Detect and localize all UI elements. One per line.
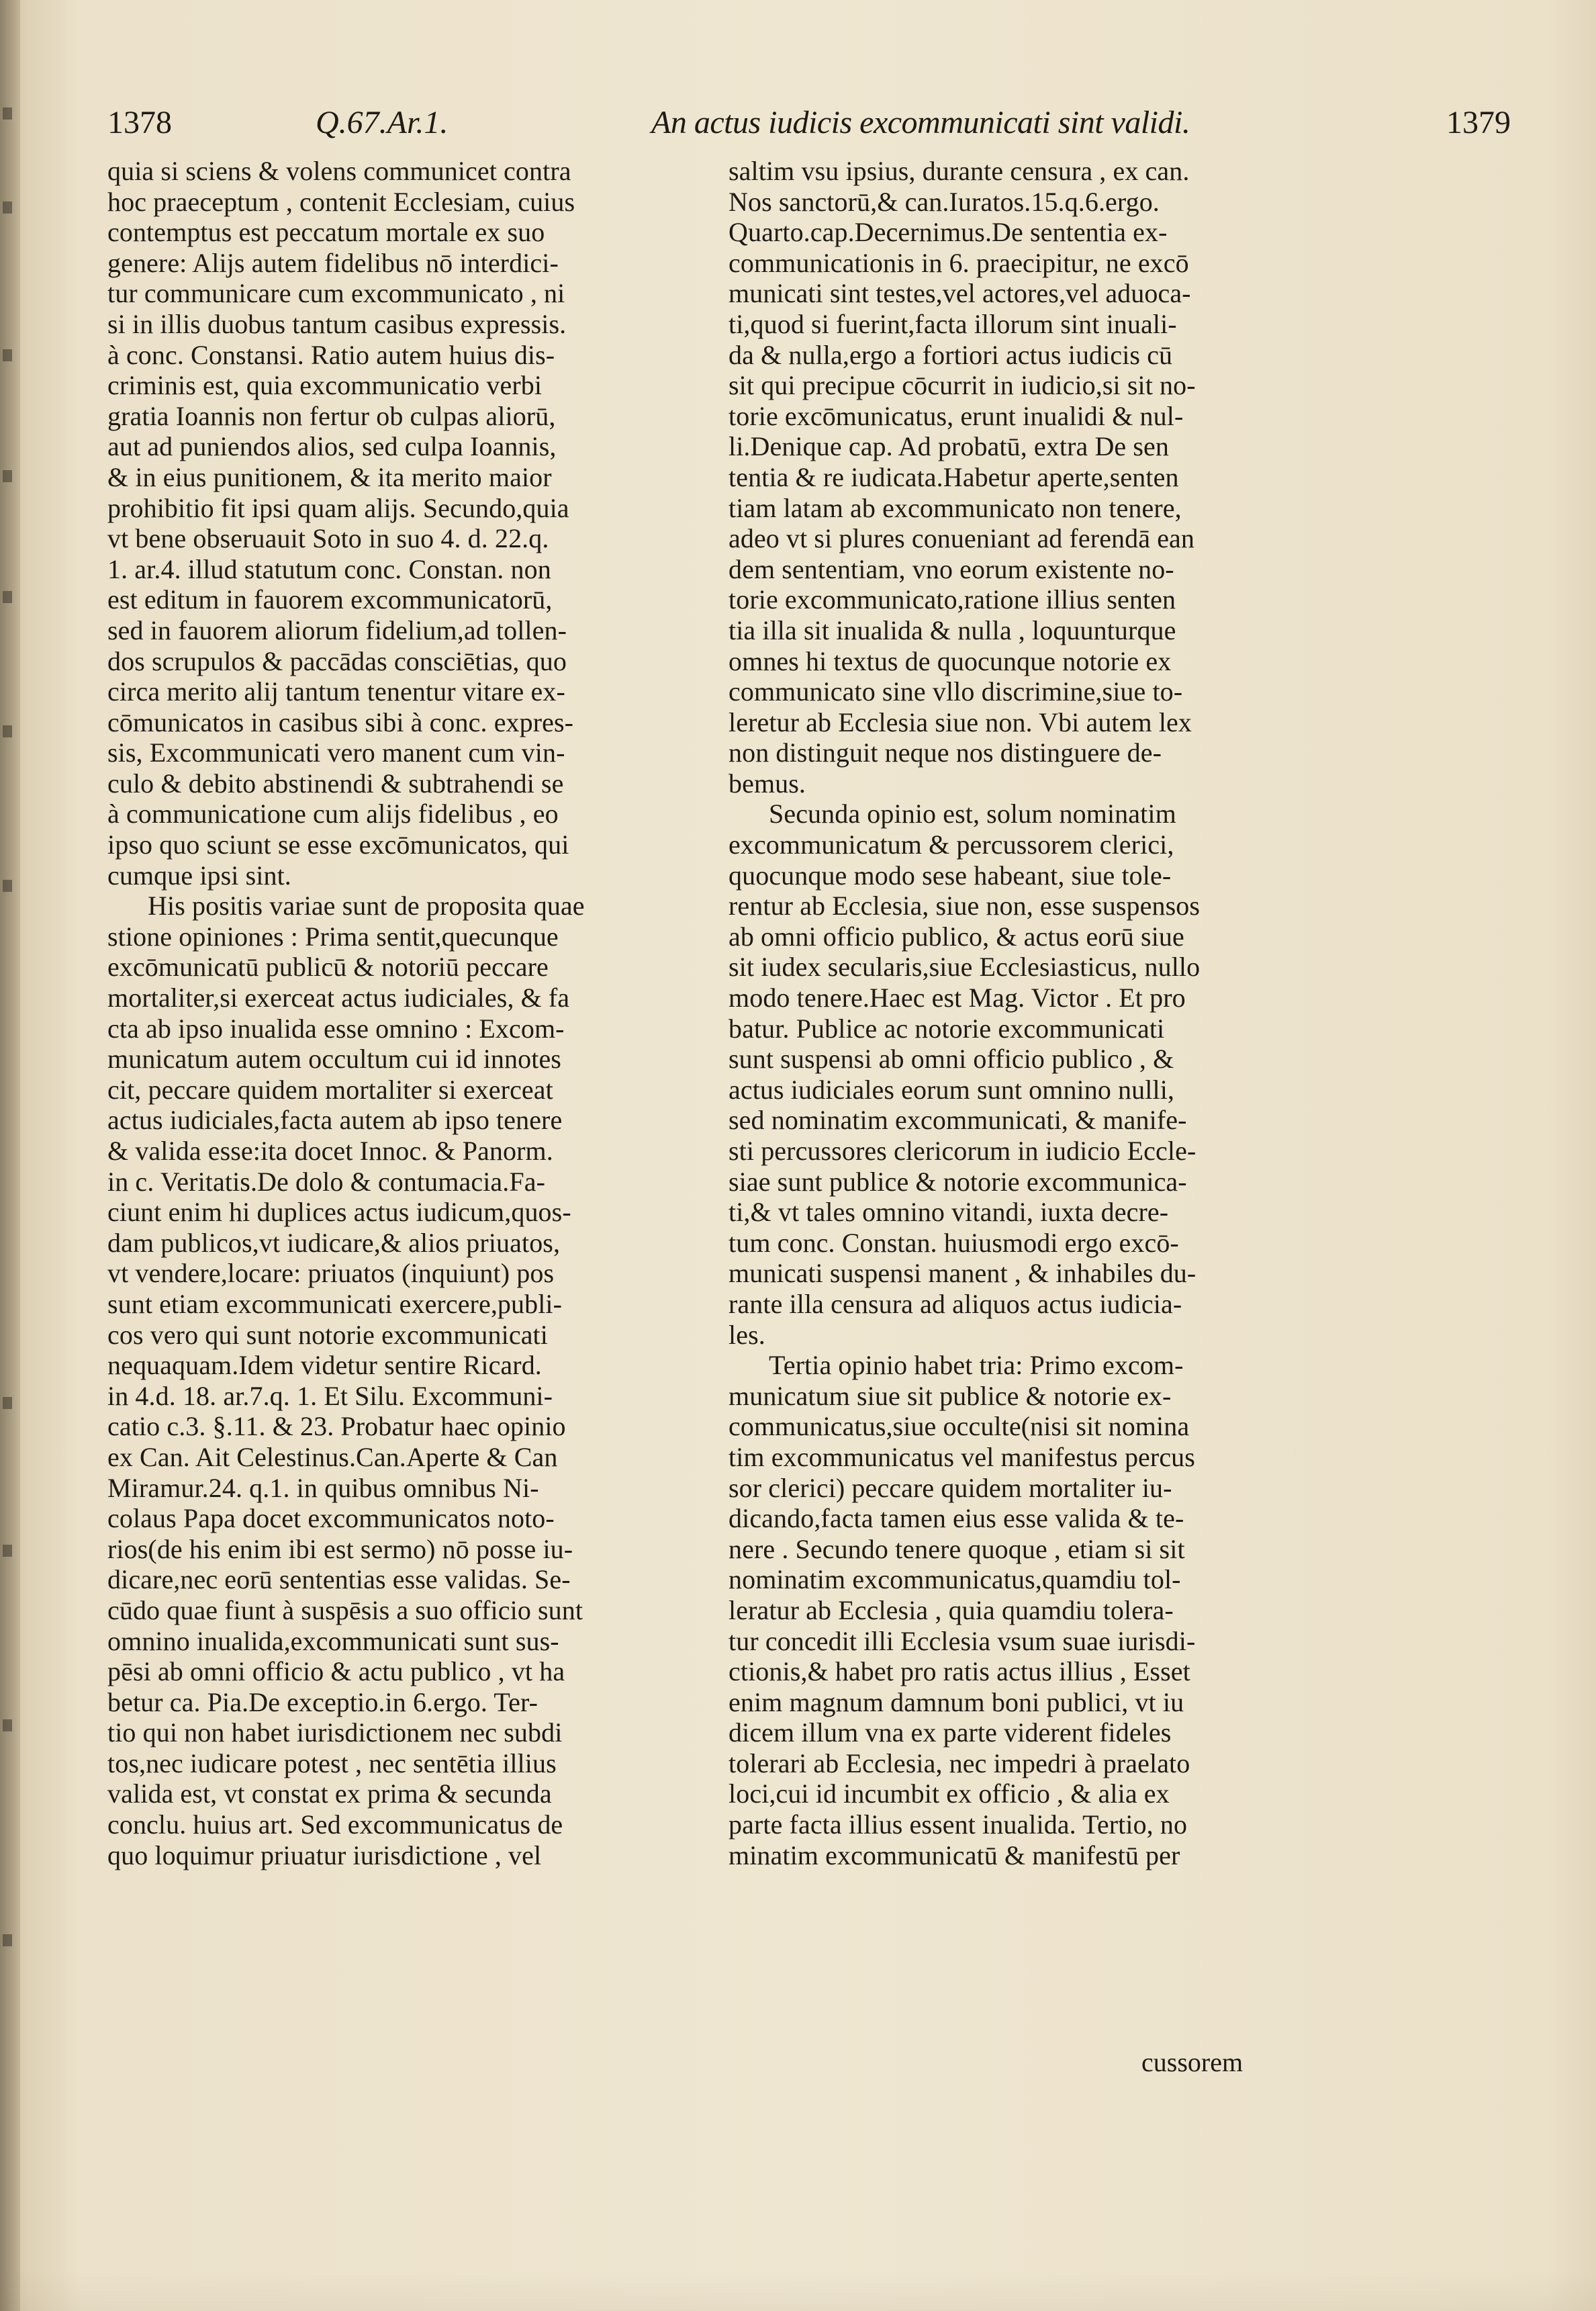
text-line: Tertia opinio habet tria: Primo excom- bbox=[769, 1350, 1184, 1381]
text-line: sunt etiam excommunicati exercere,publi- bbox=[107, 1288, 563, 1319]
text-line: hoc praeceptum , contenit Ecclesiam, cuius bbox=[107, 186, 575, 217]
text-line: ti,& vt tales omnino vitandi, iuxta decre- bbox=[729, 1197, 1169, 1228]
right-text-column bbox=[729, 156, 1306, 1870]
catchword: cussorem bbox=[1141, 2047, 1243, 2077]
text-line: leretur ab Ecclesia siue non. Vbi autem lex bbox=[729, 707, 1192, 737]
text-line: ciunt enim hi duplices actus iudicum,quos- bbox=[107, 1197, 571, 1228]
text-line: ti,quod si fuerint,facta illorum sint inuali- bbox=[729, 308, 1177, 339]
text-line: His positis variae sunt de proposita quae bbox=[148, 891, 585, 921]
text-line: tum conc. Constan. huiusmodi ergo excō- bbox=[729, 1227, 1179, 1258]
running-head-left: Q.67.Ar.1. bbox=[316, 105, 449, 140]
text-line: tur concedit illi Ecclesia vsum suae iurisdi- bbox=[729, 1625, 1196, 1656]
text-line: culo & debito abstinendi & subtrahendi se bbox=[107, 768, 564, 799]
text-line: cta ab ipso inualida esse omnino : Excom- bbox=[107, 1013, 565, 1044]
text-line: loci,cui id incumbit ex officio , & alia ex bbox=[729, 1778, 1170, 1809]
text-line: tiam latam ab excommunicato non tenere, bbox=[729, 492, 1182, 523]
text-line: dos scrupulos & paccādas consciētias, quo bbox=[107, 645, 567, 676]
text-line: aut ad puniendos alios, sed culpa Ioannis, bbox=[107, 431, 557, 462]
text-line: sit iudex secularis,siue Ecclesiasticus, nullo bbox=[729, 952, 1201, 983]
text-line: torie excommunicato,ratione illius senten bbox=[729, 584, 1176, 615]
text-line: torie excōmunicatus, erunt inualidi & nul- bbox=[729, 400, 1184, 431]
text-line: non distinguit neque nos distinguere de- bbox=[729, 737, 1162, 768]
text-line: cumque ipsi sint. bbox=[107, 860, 291, 891]
page-header bbox=[107, 99, 1511, 146]
text-line: adeo vt si plures conueniant ad ferendā ean bbox=[729, 523, 1195, 554]
text-line: communicatus,siue occulte(nisi sit nomina bbox=[729, 1411, 1190, 1442]
text-line: modo tenere.Haec est Mag. Victor . Et pro bbox=[729, 983, 1186, 1013]
text-line: Nos sanctorū,& can.Iuratos.15.q.6.ergo. bbox=[729, 186, 1160, 217]
text-line: circa merito alij tantum tenentur vitare ex- bbox=[107, 676, 565, 707]
text-line: prohibitio fit ipsi quam alijs. Secundo,quia bbox=[107, 492, 569, 523]
text-line: ex Can. Ait Celestinus.Can.Aperte & Can bbox=[107, 1441, 558, 1472]
text-line: vt bene obseruauit Soto in suo 4. d. 22.q. bbox=[107, 523, 549, 554]
text-line: nere . Secundo tenere quoque , etiam si sit bbox=[729, 1533, 1185, 1564]
text-line: quocunque modo sese habeant, siue tole- bbox=[729, 860, 1172, 891]
text-line: quia si sciens & volens communicet contra bbox=[107, 156, 571, 186]
text-line: sor clerici) peccare quidem mortaliter iu- bbox=[729, 1472, 1172, 1503]
text-line: leratur ab Ecclesia , quia quamdiu tolera- bbox=[729, 1594, 1174, 1625]
text-line: betur ca. Pia.De exceptio.in 6.ergo. Ter- bbox=[107, 1686, 538, 1717]
gutter-glyph bbox=[3, 349, 12, 361]
text-line: si in illis duobus tantum casibus expressis. bbox=[107, 308, 567, 339]
text-line: enim magnum damnum boni publici, vt iu bbox=[729, 1686, 1184, 1717]
text-line: omnes hi textus de quocunque notorie ex bbox=[729, 645, 1172, 676]
text-line: tur communicare cum excommunicato , ni bbox=[107, 278, 565, 309]
left-text-column bbox=[107, 156, 671, 1870]
text-line: tim excommunicatus vel manifestus percus bbox=[729, 1441, 1195, 1472]
text-line: criminis est, quia excommunicatio verbi bbox=[107, 370, 543, 401]
text-line: dicando,facta tamen eius esse valida & te- bbox=[729, 1503, 1184, 1534]
text-line: communicationis in 6. praecipitur, ne excō bbox=[729, 247, 1189, 278]
text-line: batur. Publice ac notorie excommunicati bbox=[729, 1013, 1165, 1044]
text-line: tolerari ab Ecclesia, nec impedri à praelato bbox=[729, 1748, 1190, 1778]
text-line: cos vero qui sunt notorie excommunicati bbox=[107, 1319, 548, 1350]
text-line: nominatim excommunicatus,quamdiu tol- bbox=[729, 1564, 1181, 1595]
text-line: ctionis,& habet pro ratis actus illius , Esset bbox=[729, 1656, 1190, 1687]
text-line: les. bbox=[729, 1319, 765, 1350]
text-line: sti percussores clericorum in iudicio Eccle- bbox=[729, 1136, 1196, 1166]
text-line: vt vendere,locare: priuatos (inquiunt) pos bbox=[107, 1258, 555, 1289]
text-line: actus iudiciales eorum sunt omnino nulli, bbox=[729, 1074, 1175, 1105]
text-line: cit, peccare quidem mortaliter si exerceat bbox=[107, 1074, 553, 1105]
text-line: quo loquimur priuatur iurisdictione , vel bbox=[107, 1840, 542, 1870]
text-line: sunt suspensi ab omni officio publico , & bbox=[729, 1044, 1174, 1075]
text-line: dam publicos,vt iudicare,& alios priuatos, bbox=[107, 1227, 561, 1258]
text-line: genere: Alijs autem fidelibus nō interdici- bbox=[107, 247, 559, 278]
text-line: municatum siue sit publice & notorie ex- bbox=[729, 1380, 1172, 1411]
text-line: gratia Ioannis non fertur ob culpas aliorū, bbox=[107, 400, 556, 431]
text-line: municatum autem occultum cui id innotes bbox=[107, 1044, 561, 1075]
text-line: siae sunt publice & notorie excommunica- bbox=[729, 1166, 1187, 1197]
gutter-glyph bbox=[3, 1545, 12, 1557]
text-line: Miramur.24. q.1. in quibus omnibus Ni- bbox=[107, 1472, 539, 1503]
text-line: conclu. huius art. Sed excommunicatus de bbox=[107, 1809, 563, 1840]
text-line: rios(de his enim ibi est sermo) nō posse iu- bbox=[107, 1533, 573, 1564]
text-line: in 4.d. 18. ar.7.q. 1. Et Silu. Excommuni- bbox=[107, 1380, 553, 1411]
running-head-right: An actus iudicis excommunicati sint validi. bbox=[651, 105, 1190, 140]
text-line: sis, Excommunicati vero manent cum vin- bbox=[107, 737, 565, 768]
page-bottom-shade bbox=[0, 2271, 1596, 2311]
text-line: minatim excommunicatū & manifestū per bbox=[729, 1840, 1180, 1870]
text-line: li.Denique cap. Ad probatū, extra De sen bbox=[729, 431, 1170, 462]
text-line: tos,nec iudicare potest , nec sentētia illius bbox=[107, 1748, 557, 1778]
gutter-glyph bbox=[3, 107, 12, 120]
text-line: valida est, vt constat ex prima & secunda bbox=[107, 1778, 552, 1809]
text-line: sed in fauorem aliorum fidelium,ad tollen- bbox=[107, 615, 567, 645]
text-line: à communicatione cum alijs fidelibus , eo bbox=[107, 799, 559, 829]
text-line: catio c.3. §.11. & 23. Probatur haec opinio bbox=[107, 1411, 566, 1442]
text-line: in c. Veritatis.De dolo & contumacia.Fa- bbox=[107, 1166, 545, 1197]
gutter-glyph bbox=[3, 1719, 12, 1731]
text-line: pēsi ab omni officio & actu publico , vt ha bbox=[107, 1656, 565, 1687]
text-line: tentia & re iudicata.Habetur aperte,senten bbox=[729, 461, 1179, 492]
text-line: omnino inualida,excommunicati sunt sus- bbox=[107, 1625, 559, 1656]
text-line: colaus Papa docet excommunicatos noto- bbox=[107, 1503, 555, 1534]
text-line: Quarto.cap.Decernimus.De sententia ex- bbox=[729, 217, 1168, 248]
gutter-glyph bbox=[3, 470, 12, 482]
text-line: nequaquam.Idem videtur sentire Ricard. bbox=[107, 1350, 542, 1381]
text-line: mortaliter,si exerceat actus iudiciales, & fa bbox=[107, 983, 570, 1013]
gutter-glyph bbox=[3, 201, 12, 214]
text-line: dicare,nec eorū sententias esse validas. Se- bbox=[107, 1564, 571, 1595]
binding-gutter bbox=[0, 0, 20, 2311]
gutter-glyph bbox=[3, 1934, 12, 1946]
text-line: cōmunicatos in casibus sibi à conc. expres- bbox=[107, 707, 574, 737]
text-line: sit qui precipue cōcurrit in iudicio,si sit no- bbox=[729, 370, 1196, 401]
gutter-glyph bbox=[3, 1397, 12, 1409]
text-line: municati suspensi manent , & inhabiles du- bbox=[729, 1258, 1196, 1289]
text-line: saltim vsu ipsius, durante censura , ex can. bbox=[729, 156, 1190, 186]
text-line: & valida esse:ita docet Innoc. & Panorm. bbox=[107, 1136, 553, 1166]
text-line: communicato sine vllo discrimine,siue to- bbox=[729, 676, 1183, 707]
text-line: rentur ab Ecclesia, siue non, esse suspensos bbox=[729, 891, 1200, 921]
text-line: parte facta illius essent inualida. Tertio, no bbox=[729, 1809, 1188, 1840]
page-number-right: 1379 bbox=[1446, 105, 1511, 140]
text-line: ab omni officio publico, & actus eorū siue bbox=[729, 921, 1184, 952]
text-line: dem sententiam, vno eorum existente no- bbox=[729, 553, 1174, 584]
gutter-glyph bbox=[3, 591, 12, 603]
text-line: excommunicatum & percussorem clerici, bbox=[729, 829, 1174, 860]
text-line: bemus. bbox=[729, 768, 806, 799]
page-number-left: 1378 bbox=[107, 105, 172, 140]
text-line: cūdo quae fiunt à suspēsis a suo officio sunt bbox=[107, 1594, 583, 1625]
text-line: 1. ar.4. illud statutum conc. Constan. non bbox=[107, 553, 551, 584]
text-line: dicem illum vna ex parte viderent fideles bbox=[729, 1717, 1172, 1748]
text-line: tio qui non habet iurisdictionem nec subdi bbox=[107, 1717, 563, 1748]
text-line: Secunda opinio est, solum nominatim bbox=[769, 799, 1176, 829]
text-line: est editum in fauorem excommunicatorū, bbox=[107, 584, 553, 615]
text-line: tia illa sit inualida & nulla , loquunturque bbox=[729, 615, 1176, 645]
text-line: municati sint testes,vel actores,vel aduoca- bbox=[729, 278, 1191, 309]
text-line: da & nulla,ergo a fortiori actus iudicis cū bbox=[729, 339, 1173, 370]
gutter-glyph bbox=[3, 880, 12, 892]
text-line: stione opiniones : Prima sentit,quecunque bbox=[107, 921, 559, 952]
text-line: à conc. Constansi. Ratio autem huius dis- bbox=[107, 339, 555, 370]
text-line: sed nominatim excommunicati, & manife- bbox=[729, 1105, 1187, 1136]
text-line: ipso quo sciunt se esse excōmunicatos, qui bbox=[107, 829, 569, 860]
gutter-glyph bbox=[3, 725, 12, 737]
text-line: excōmunicatū publicū & notoriū peccare bbox=[107, 952, 549, 983]
text-line: contemptus est peccatum mortale ex suo bbox=[107, 217, 545, 248]
text-line: & in eius punitionem, & ita merito maior bbox=[107, 461, 552, 492]
text-line: actus iudiciales,facta autem ab ipso tenere bbox=[107, 1105, 563, 1136]
text-line: rante illa censura ad aliquos actus iudicia- bbox=[729, 1288, 1182, 1319]
